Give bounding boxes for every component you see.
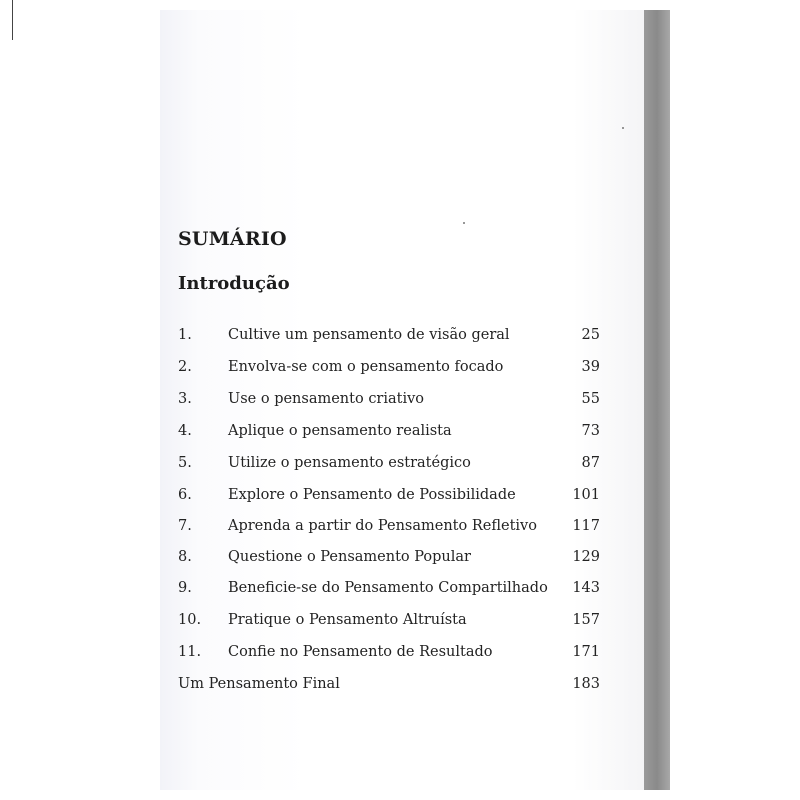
page-number: 157 [572, 612, 600, 628]
page-number: 117 [572, 518, 600, 534]
page-number: 171 [572, 644, 600, 660]
chapter-number: 7. [178, 518, 192, 534]
chapter-title: Aplique o pensamento realista [228, 423, 452, 439]
page-number: 39 [581, 359, 600, 375]
final-chapter-title: Um Pensamento Final [178, 676, 340, 692]
corner-crop-mark [0, 0, 13, 40]
chapter-number: 3. [178, 391, 192, 407]
page-number: 101 [572, 487, 600, 503]
page-number: 25 [581, 327, 600, 343]
page-number: 143 [572, 580, 600, 596]
page-edge-shadow [644, 10, 670, 790]
chapter-number: 8. [178, 549, 192, 565]
chapter-number: 11. [178, 644, 202, 660]
chapter-title: Envolva-se com o pensamento focado [228, 359, 504, 375]
toc-row [178, 327, 600, 351]
toc-row [178, 549, 600, 573]
toc-row [178, 580, 600, 604]
page-number: 73 [581, 423, 600, 439]
page-number: 183 [572, 676, 600, 692]
chapter-title: Pratique o Pensamento Altruísta [228, 612, 467, 628]
chapter-title: Explore o Pensamento de Possibilidade [228, 487, 516, 503]
chapter-title: Use o pensamento criativo [228, 391, 425, 407]
toc-row [178, 487, 600, 511]
chapter-number: 9. [178, 580, 192, 596]
toc-row [178, 644, 600, 668]
paper-speck [463, 222, 465, 224]
chapter-number: 1. [178, 327, 192, 343]
toc-row [178, 612, 600, 636]
toc-row [178, 391, 600, 415]
page-title: SUMÁRIO [178, 228, 287, 250]
chapter-number: 4. [178, 423, 192, 439]
paper-speck [622, 127, 624, 129]
introduction-heading: Introdução [178, 273, 290, 294]
chapter-title: Aprenda a partir do Pensamento Refletivo [228, 518, 537, 534]
toc-row [178, 359, 600, 383]
page-number: 87 [581, 455, 600, 471]
chapter-title: Beneficie-se do Pensamento Compartilhado [228, 580, 548, 596]
toc-row-final [178, 676, 600, 700]
chapter-title: Utilize o pensamento estratégico [228, 455, 471, 471]
chapter-title: Cultive um pensamento de visão geral [228, 327, 510, 343]
chapter-title: Confie no Pensamento de Resultado [228, 644, 493, 660]
chapter-number: 5. [178, 455, 192, 471]
page-number: 55 [581, 391, 600, 407]
page-number: 129 [572, 549, 600, 565]
chapter-number: 10. [178, 612, 202, 628]
toc-row [178, 518, 600, 542]
toc-row [178, 423, 600, 447]
chapter-title: Questione o Pensamento Popular [228, 549, 471, 565]
chapter-number: 6. [178, 487, 192, 503]
toc-row [178, 455, 600, 479]
chapter-number: 2. [178, 359, 192, 375]
